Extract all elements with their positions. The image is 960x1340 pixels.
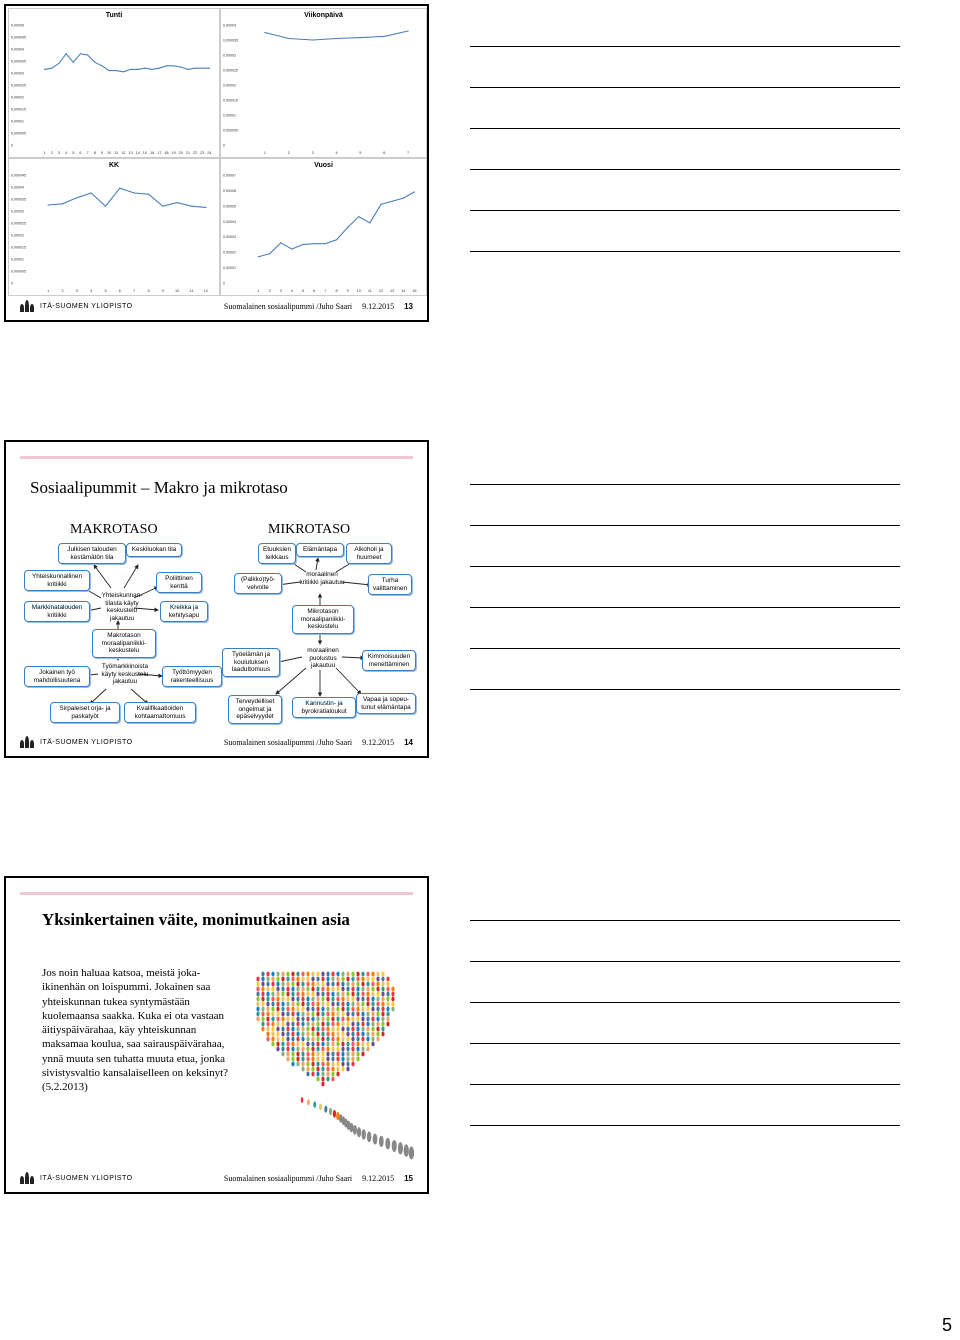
- node-kimmoisuus: Kimmoisuuden menettäminen: [362, 650, 416, 671]
- data-point: [105, 206, 106, 207]
- x-tick-label: 3: [311, 151, 314, 155]
- chart-title: Vuosi: [314, 162, 333, 169]
- macro-heading: MAKROTASO: [70, 522, 158, 537]
- data-point: [177, 202, 178, 203]
- data-point: [191, 206, 192, 207]
- data-point: [73, 62, 74, 63]
- x-tick-label: 19: [171, 151, 176, 155]
- data-point: [166, 65, 167, 66]
- x-tick-label: 12: [121, 151, 126, 155]
- leaf-icon: [20, 736, 34, 748]
- node-mikrotason: Mikrotason moraalipaniikki-keskustelu: [292, 605, 354, 634]
- node-yhteiskunnallinen: Yhteiskunnallinen kritiikki: [24, 570, 90, 591]
- node-alkoholi: Alkoholi ja huumeet: [346, 543, 392, 564]
- x-tick-label: 6: [79, 151, 82, 155]
- node-vapaa: Vapaa ja sopeu-tunut elämäntapa: [356, 693, 416, 714]
- data-point: [288, 38, 289, 39]
- node-keskiluokka: Keskiluokan tila: [126, 543, 182, 557]
- x-tick-label: 1: [263, 151, 266, 155]
- node-palkko: (Palkko)työ-velvoite: [234, 573, 282, 594]
- series-line: [45, 54, 210, 72]
- y-tick-label: 0,00003: [11, 209, 24, 214]
- x-tick-label: 11: [189, 289, 194, 293]
- y-tick-label: 0,00002: [223, 250, 236, 255]
- y-tick-label: 0,000025: [223, 68, 238, 73]
- data-point: [65, 53, 66, 54]
- y-tick-label: 0,000035: [223, 38, 238, 43]
- y-tick-label: 0,00004: [11, 185, 24, 190]
- x-tick-label: 16: [149, 151, 155, 155]
- data-point: [123, 71, 124, 72]
- slide-number: 13: [404, 301, 413, 311]
- x-tick-label: 2: [50, 151, 53, 155]
- x-tick-label: 17: [157, 151, 162, 155]
- data-point: [414, 191, 415, 192]
- y-tick-label: 0,00001: [11, 257, 24, 262]
- data-point: [280, 242, 281, 243]
- x-tick-label: 3: [279, 289, 282, 293]
- y-tick-label: 0,000005: [11, 131, 26, 136]
- data-point: [202, 68, 203, 69]
- data-point: [336, 38, 337, 39]
- series-line: [259, 192, 415, 257]
- x-tick-label: 8: [147, 289, 150, 293]
- x-tick-label: 7: [86, 151, 89, 155]
- data-point: [119, 188, 120, 189]
- node-moraalinenp: moraalinen puolustus jakautuu: [307, 647, 339, 669]
- slide-number: 15: [404, 1173, 413, 1183]
- y-tick-label: 0,00004: [223, 23, 236, 28]
- x-tick-label: 5: [72, 151, 75, 155]
- chart-vuosi: [220, 158, 427, 296]
- x-tick-label: 9: [161, 289, 164, 293]
- data-point: [116, 70, 117, 71]
- x-tick-label: 9: [100, 151, 103, 155]
- data-point: [130, 69, 131, 70]
- y-tick-label: 0: [223, 281, 225, 286]
- data-point: [187, 69, 188, 70]
- y-tick-label: 0,000025: [11, 221, 26, 226]
- node-moraalinenk: moraalinen kritiikki jakautuu: [299, 571, 345, 586]
- x-tick-label: 4: [335, 151, 338, 155]
- footer-date: 9.12.2015: [362, 737, 395, 747]
- slide-footer: [20, 298, 413, 314]
- x-tick-label: 22: [192, 151, 198, 155]
- y-tick-label: 0,000005: [223, 128, 238, 133]
- y-tick-label: 0,000035: [11, 197, 26, 202]
- data-point: [87, 54, 88, 55]
- node-poliittinen: Poliittinen kenttä: [156, 572, 202, 593]
- x-tick-label: 10: [175, 289, 180, 293]
- x-tick-label: 11: [367, 289, 372, 293]
- y-tick-label: 0,00002: [223, 83, 236, 88]
- x-tick-label: 6: [383, 151, 386, 155]
- data-point: [269, 253, 270, 254]
- x-tick-label: 8: [335, 289, 338, 293]
- y-tick-label: 0: [11, 143, 13, 148]
- slide-title: Yksinkertainen väite, monimutkainen asia: [42, 910, 350, 929]
- x-tick-label: 12: [378, 289, 384, 293]
- x-tick-label: 1: [47, 289, 50, 293]
- y-tick-label: 0,00006: [223, 188, 236, 193]
- x-tick-label: 7: [324, 289, 327, 293]
- y-tick-label: 0,000035: [11, 59, 26, 64]
- y-tick-label: 0,00005: [11, 23, 24, 28]
- x-tick-label: 1: [257, 289, 260, 293]
- y-tick-label: 0: [223, 143, 225, 148]
- footer-event: Suomalainen sosiaalipummi /Juho Saari: [223, 737, 353, 747]
- data-point: [258, 256, 259, 257]
- data-point: [180, 66, 181, 67]
- x-tick-label: 14: [135, 151, 140, 155]
- chart-vuosi-svg: [221, 159, 426, 295]
- data-point: [205, 207, 206, 208]
- chart-tunti: [8, 8, 220, 158]
- data-point: [80, 53, 81, 54]
- x-tick-label: 4: [65, 151, 68, 155]
- data-point: [358, 216, 359, 217]
- data-point: [51, 68, 52, 69]
- x-tick-label: 5: [302, 289, 305, 293]
- chart-viikonpaiva: [220, 8, 427, 158]
- x-tick-label: 24: [207, 151, 212, 155]
- chart-title: Tunti: [105, 12, 123, 19]
- x-tick-label: 4: [90, 289, 93, 293]
- leaf-icon: [20, 300, 34, 312]
- x-tick-label: 2: [287, 151, 290, 155]
- slide-footer: [20, 734, 413, 750]
- node-julkinen: Julkisen talouden kestämätön tila: [58, 543, 126, 564]
- slide-title: Sosiaalipummit – Makro ja mikrotaso: [30, 478, 288, 497]
- y-tick-label: 0,00003: [223, 235, 236, 240]
- data-point: [76, 197, 77, 198]
- x-tick-label: 2: [268, 289, 271, 293]
- y-tick-label: 0,00004: [223, 219, 236, 224]
- chart-tunti-svg: [9, 9, 219, 157]
- data-point: [137, 69, 138, 70]
- x-tick-label: 3: [57, 151, 60, 155]
- x-tick-label: 2: [61, 289, 64, 293]
- node-turha: Turha valittaminen: [368, 574, 412, 595]
- x-tick-label: 9: [346, 289, 349, 293]
- slide-15: [4, 876, 429, 1194]
- university-logo: [20, 1172, 133, 1184]
- y-tick-label: 0,00004: [11, 47, 24, 52]
- data-point: [108, 70, 109, 71]
- x-tick-label: 7: [407, 151, 410, 155]
- y-tick-label: 0,00001: [223, 266, 236, 271]
- y-tick-label: 0,00002: [11, 95, 24, 100]
- x-tick-label: 23: [200, 151, 205, 155]
- node-sirpaleiset: Sirpaleiset orja- ja paskatyöt: [50, 702, 120, 723]
- chart-kk: [8, 158, 220, 296]
- node-tyoelaman: Työelämän ja koulutuksen laaduttomuus: [222, 648, 280, 677]
- series-line: [48, 188, 206, 207]
- data-point: [303, 244, 304, 245]
- x-tick-label: 15: [142, 151, 148, 155]
- node-etuuksien: Etuuksien leikkaus: [258, 543, 296, 564]
- data-point: [392, 201, 393, 202]
- page-number: 5: [941, 1315, 952, 1335]
- slide-footer: [20, 1170, 413, 1186]
- notes-lines-2: [470, 484, 900, 730]
- slide-number: 14: [404, 737, 413, 747]
- university-name: ITÄ-SUOMEN YLIOPISTO: [40, 738, 133, 746]
- heart-of-people-image: [224, 960, 424, 1160]
- x-tick-label: 7: [133, 289, 136, 293]
- footer-event: Suomalainen sosiaalipummi /Juho Saari: [223, 301, 353, 311]
- data-point: [62, 203, 63, 204]
- node-jokainen: Jokainen työ mahdollisuutena: [24, 666, 90, 687]
- university-name: ITÄ-SUOMEN YLIOPISTO: [40, 302, 133, 310]
- data-point: [134, 192, 135, 193]
- y-tick-label: 0,00001: [11, 119, 24, 124]
- node-kvalifikaatio: Kvalifikaatioiden kohtaamattomuus: [124, 702, 196, 723]
- data-point: [360, 37, 361, 38]
- x-tick-label: 4: [290, 289, 294, 293]
- y-tick-label: 0,000045: [11, 35, 26, 40]
- data-point: [162, 206, 163, 207]
- x-tick-label: 20: [178, 151, 183, 155]
- chart-title: KK: [108, 162, 120, 169]
- node-kannustin: Kannustin- ja byrokratialoukut: [292, 697, 356, 718]
- node-tyottomyys: Työttömyyden rakenteellisuus: [162, 666, 222, 687]
- chart-title: Viikonpäivä: [304, 12, 343, 19]
- slide-13: [4, 4, 429, 322]
- x-tick-label: 11: [114, 151, 119, 155]
- university-name: ITÄ-SUOMEN YLIOPISTO: [40, 1174, 133, 1182]
- y-tick-label: 0,00003: [223, 53, 236, 58]
- x-tick-label: 5: [104, 289, 107, 293]
- y-tick-label: 0,00007: [223, 173, 236, 178]
- x-tick-label: 1: [43, 151, 46, 155]
- data-point: [209, 68, 210, 69]
- footer-event: Suomalainen sosiaalipummi /Juho Saari: [223, 1173, 353, 1183]
- data-point: [264, 32, 265, 33]
- y-tick-label: 0,00001: [223, 113, 236, 118]
- y-tick-label: 0,00003: [11, 71, 24, 76]
- x-tick-label: 12: [203, 289, 208, 293]
- x-tick-label: 8: [93, 151, 96, 155]
- y-tick-label: 0,000005: [11, 269, 26, 274]
- data-point: [380, 204, 381, 205]
- data-point: [159, 68, 160, 69]
- data-point: [403, 198, 404, 199]
- node-yhteiskunnantila: Yhteiskunnan-tilasta käyty keskustelu jakautuu: [101, 592, 143, 622]
- data-point: [101, 65, 102, 66]
- footer-date: 9.12.2015: [362, 1173, 395, 1183]
- x-tick-label: 10: [106, 151, 112, 155]
- x-tick-label: 3: [75, 289, 78, 293]
- notes-lines-3: [470, 920, 900, 1166]
- x-tick-label: 21: [185, 151, 191, 155]
- data-point: [325, 243, 326, 244]
- x-tick-label: 13: [390, 289, 395, 293]
- slide-14: [4, 440, 429, 758]
- data-point: [384, 36, 385, 37]
- chart-kk-svg: [9, 159, 219, 295]
- title-bar: [20, 892, 413, 895]
- node-markkina: Markkinatalouden kritiikki: [24, 601, 90, 622]
- node-elamantapa: Elämäntapa: [296, 543, 344, 557]
- y-tick-label: 0,00002: [11, 233, 24, 238]
- data-point: [314, 243, 315, 244]
- data-point: [347, 227, 348, 228]
- data-point: [336, 239, 337, 240]
- node-tyomarkkina: Työmarkkinoista käyty keskustelu jakautuu: [101, 663, 149, 685]
- x-tick-label: 10: [356, 289, 361, 293]
- y-tick-label: 0,000015: [11, 107, 26, 112]
- slide-body-text: Jos noin haluaa katsoa, meistä joka-ikinenhän on loispummi. Jokainen saa yhteiskunnan tukea syntymästään kuolemaansa saakka. Kuka ei ota vastaan äitiyspäivärahaa, käy yhteiskunnan maksamaa koulua, saa sairauspäivärahaa, ynnä muuta sen tuhatta muuta etua, jonka sivistysvaltio kansalaiselleen on keksinyt? (5.2.2013): [42, 967, 229, 1094]
- node-terveydelliset: Terveydelliset ongelmat ja epäselvyydet: [228, 695, 282, 724]
- x-tick-label: 5: [359, 151, 362, 155]
- data-point: [151, 69, 152, 70]
- x-tick-label: 13: [128, 151, 133, 155]
- data-point: [48, 204, 49, 205]
- data-point: [144, 68, 145, 69]
- chart-viikonpaiva-svg: [221, 9, 426, 157]
- y-tick-label: 0,000045: [11, 173, 26, 178]
- y-tick-label: 0,000015: [223, 98, 238, 103]
- data-point: [94, 62, 95, 63]
- x-tick-label: 14: [401, 289, 406, 293]
- y-tick-label: 0,000015: [11, 245, 26, 250]
- data-point: [369, 222, 370, 223]
- data-point: [91, 192, 92, 193]
- footer-date: 9.12.2015: [362, 301, 395, 311]
- university-logo: [20, 736, 133, 748]
- data-point: [44, 69, 45, 70]
- x-tick-label: 6: [118, 289, 121, 293]
- y-tick-label: 0: [11, 281, 13, 286]
- y-tick-label: 0,00005: [223, 204, 236, 209]
- data-point: [58, 63, 59, 64]
- node-makrotason: Makrotason moraalipaniikki-keskustelu: [92, 629, 156, 658]
- data-point: [407, 30, 408, 31]
- x-tick-label: 18: [164, 151, 169, 155]
- y-tick-label: 0,000025: [11, 83, 26, 88]
- x-tick-label: 15: [412, 289, 417, 293]
- data-point: [291, 248, 292, 249]
- leaf-icon: [20, 1172, 34, 1184]
- data-point: [148, 194, 149, 195]
- data-point: [173, 65, 174, 66]
- university-logo: [20, 300, 133, 312]
- data-point: [194, 68, 195, 69]
- notes-lines-1: [470, 46, 900, 292]
- data-point: [312, 39, 313, 40]
- node-kreikka: Kreikka ja kehitysapu: [160, 601, 208, 622]
- micro-heading: MIKROTASO: [268, 522, 351, 537]
- x-tick-label: 6: [313, 289, 316, 293]
